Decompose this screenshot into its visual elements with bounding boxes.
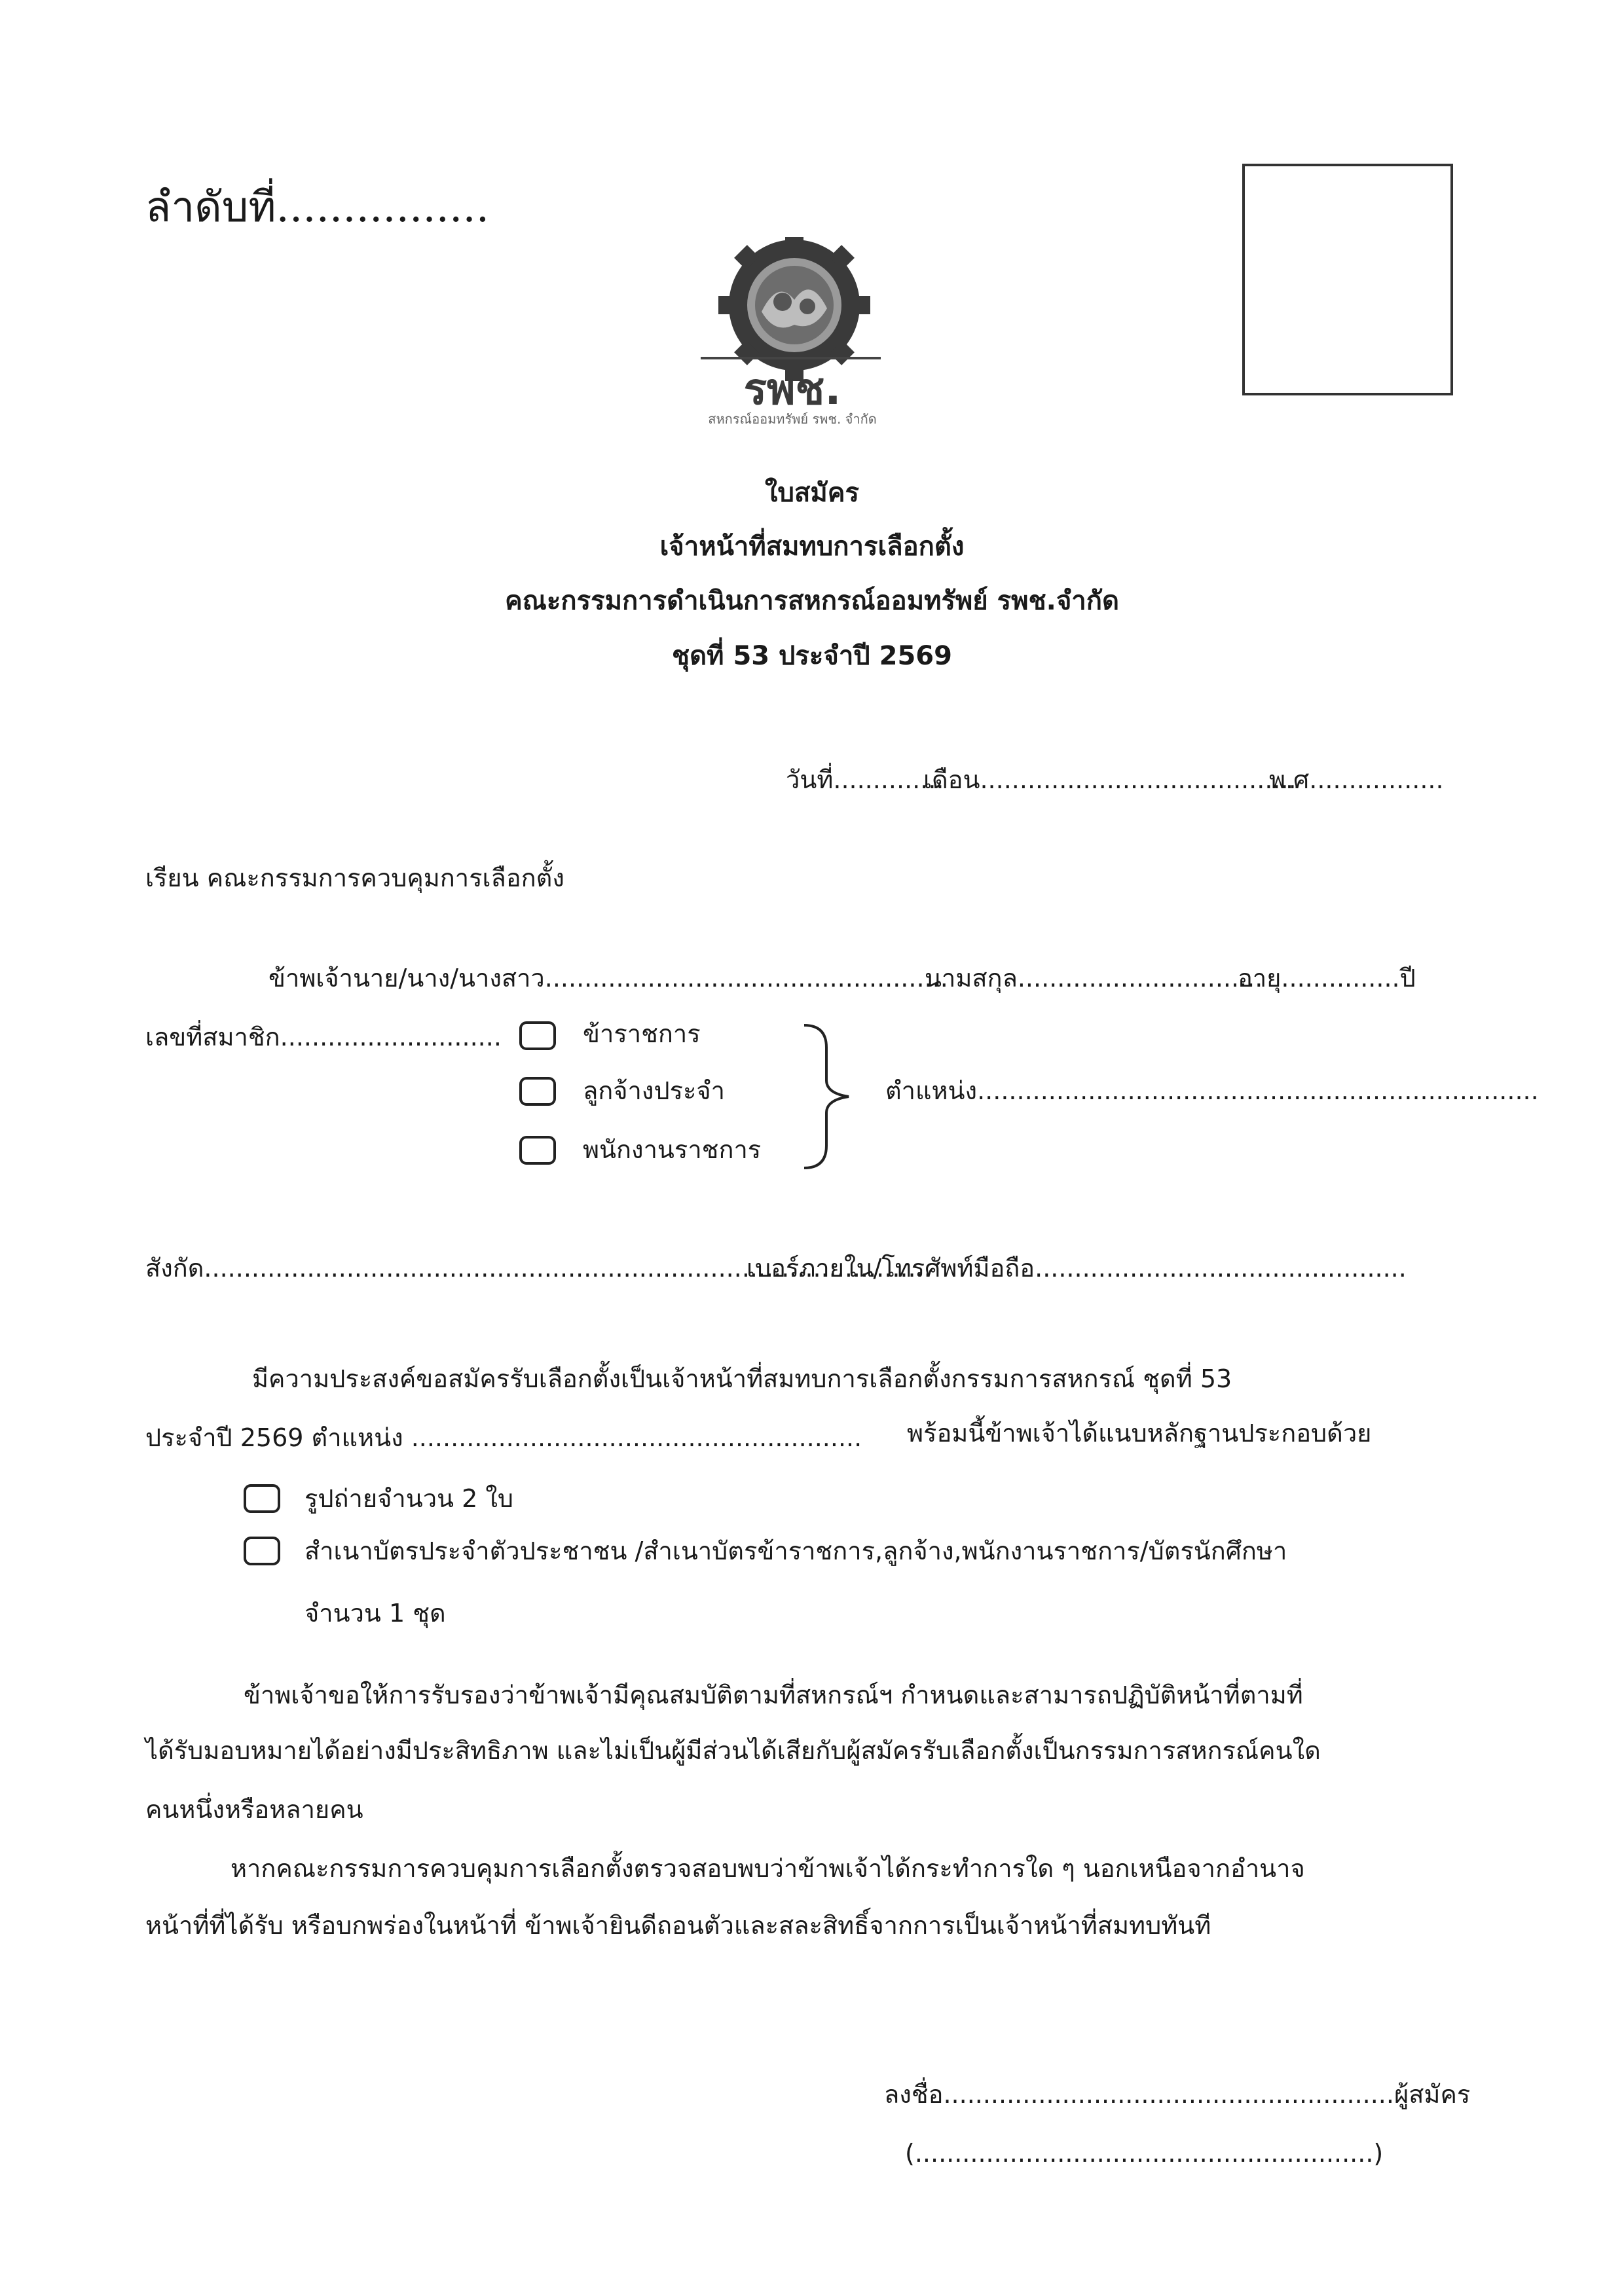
intent-line-1: มีความประสงค์ขอสมัครรับเลือกตั้งเป็นเจ้าหน้าที่สมทบการเลือกตั้งกรรมการสหกรณ์ ชุดที่ 53 bbox=[252, 1364, 1232, 1393]
status-checkbox-civil-servant[interactable] bbox=[519, 1021, 556, 1050]
logo-abbr: รพช. bbox=[743, 364, 841, 414]
status-label-government-employee: พนักงานราชการ bbox=[583, 1135, 762, 1164]
salutation: เรียน คณะกรรมการควบคุมการเลือกตั้ง bbox=[145, 864, 564, 892]
curly-brace-icon bbox=[799, 1021, 858, 1172]
applicant-name-field[interactable]: ข้าพเจ้านาย/นาง/นางสาว................................................... bbox=[268, 964, 948, 993]
date-year-field[interactable]: พ.ศ................. bbox=[1269, 765, 1444, 794]
misconduct-line-1: หากคณะกรรมการควบคุมการเลือกตั้งตรวจสอบพบว่าข้าพเจ้าได้กระทำการใด ๆ นอกเหนือจากอำนาจ bbox=[231, 1854, 1305, 1883]
logo-subtitle: สหกรณ์ออมทรัพย์ รพช. จำกัด bbox=[708, 411, 877, 427]
position-field[interactable]: ตำแหน่ง....................................................................... bbox=[885, 1076, 1539, 1105]
order-number[interactable]: ลำดับที่................ bbox=[145, 183, 490, 232]
logo bbox=[697, 237, 887, 427]
member-number-field[interactable]: เลขที่สมาชิก............................ bbox=[145, 1023, 502, 1051]
form-subtitle-3: ชุดที่ 53 ประจำปี 2569 bbox=[672, 641, 952, 671]
form-subtitle-2: คณะกรรมการดำเนินการสหกรณ์ออมทรัพย์ รพช.จำกัด bbox=[505, 586, 1119, 616]
attachment-note: จำนวน 1 ชุด bbox=[304, 1599, 446, 1628]
photo-box bbox=[1242, 164, 1453, 395]
attachment-label-photo: รูปถ่ายจำนวน 2 ใบ bbox=[304, 1484, 514, 1513]
signature-field[interactable]: ลงชื่อ.........................................................ผู้สมัคร bbox=[884, 2080, 1471, 2109]
surname-field[interactable]: นามสกุล............................... bbox=[925, 964, 1263, 993]
status-checkbox-permanent-employee[interactable] bbox=[519, 1077, 556, 1106]
phone-field[interactable]: เบอร์ภายใน/โทรศัพท์มือถือ............................................... bbox=[747, 1254, 1407, 1283]
certify-line-2: ได้รับมอบหมายได้อย่างมีประสิทธิภาพ และไม่เป็นผู้มีส่วนได้เสียกับผู้สมัครรับเลือกตั้งเป็นกรรมการสหกรณ์คนใด bbox=[145, 1736, 1321, 1765]
intent-line-2-right: พร้อมนี้ข้าพเจ้าได้แนบหลักฐานประกอบด้วย bbox=[907, 1419, 1372, 1448]
date-day-field[interactable]: วันที่.............. bbox=[786, 765, 944, 794]
attachment-checkbox-id-card[interactable] bbox=[244, 1537, 280, 1565]
intent-line-2[interactable]: ประจำปี 2569 ตำแหน่ง ......................................................... bbox=[145, 1423, 862, 1452]
attachment-label-id-card: สำเนาบัตรประจำตัวประชาชน /สำเนาบัตรข้าราชการ,ลูกจ้าง,พนักงานราชการ/บัตรนักศึกษา bbox=[304, 1537, 1287, 1565]
age-field[interactable]: อายุ...............ปี bbox=[1238, 964, 1416, 993]
status-label-civil-servant: ข้าราชการ bbox=[583, 1019, 701, 1048]
affiliation-field[interactable]: สังกัด............................................................................................ bbox=[145, 1254, 932, 1283]
form-subtitle-1: เจ้าหน้าที่สมทบการเลือกตั้ง bbox=[659, 532, 965, 562]
status-checkbox-government-employee[interactable] bbox=[519, 1136, 556, 1165]
certify-line-1: ข้าพเจ้าขอให้การรับรองว่าข้าพเจ้ามีคุณสมบัติตามที่สหกรณ์ฯ กำหนดและสามารถปฏิบัติหน้าที่ตามที่ bbox=[244, 1681, 1303, 1709]
misconduct-line-2: หน้าที่ที่ได้รับ หรือบกพร่องในหน้าที่ ข้าพเจ้ายินดีถอนตัวและสละสิทธิ์จากการเป็นเจ้าหน้าที่สมทบทันที bbox=[145, 1911, 1211, 1940]
printed-name-field[interactable]: (..........................................................) bbox=[905, 2139, 1384, 2168]
attachment-checkbox-photo[interactable] bbox=[244, 1484, 280, 1513]
status-label-permanent-employee: ลูกจ้างประจำ bbox=[583, 1076, 725, 1105]
form-title: ใบสมัคร bbox=[765, 478, 859, 508]
certify-line-3: คนหนึ่งหรือหลายคน bbox=[145, 1795, 363, 1824]
date-month-field[interactable]: เดือน........................................ bbox=[923, 765, 1297, 794]
